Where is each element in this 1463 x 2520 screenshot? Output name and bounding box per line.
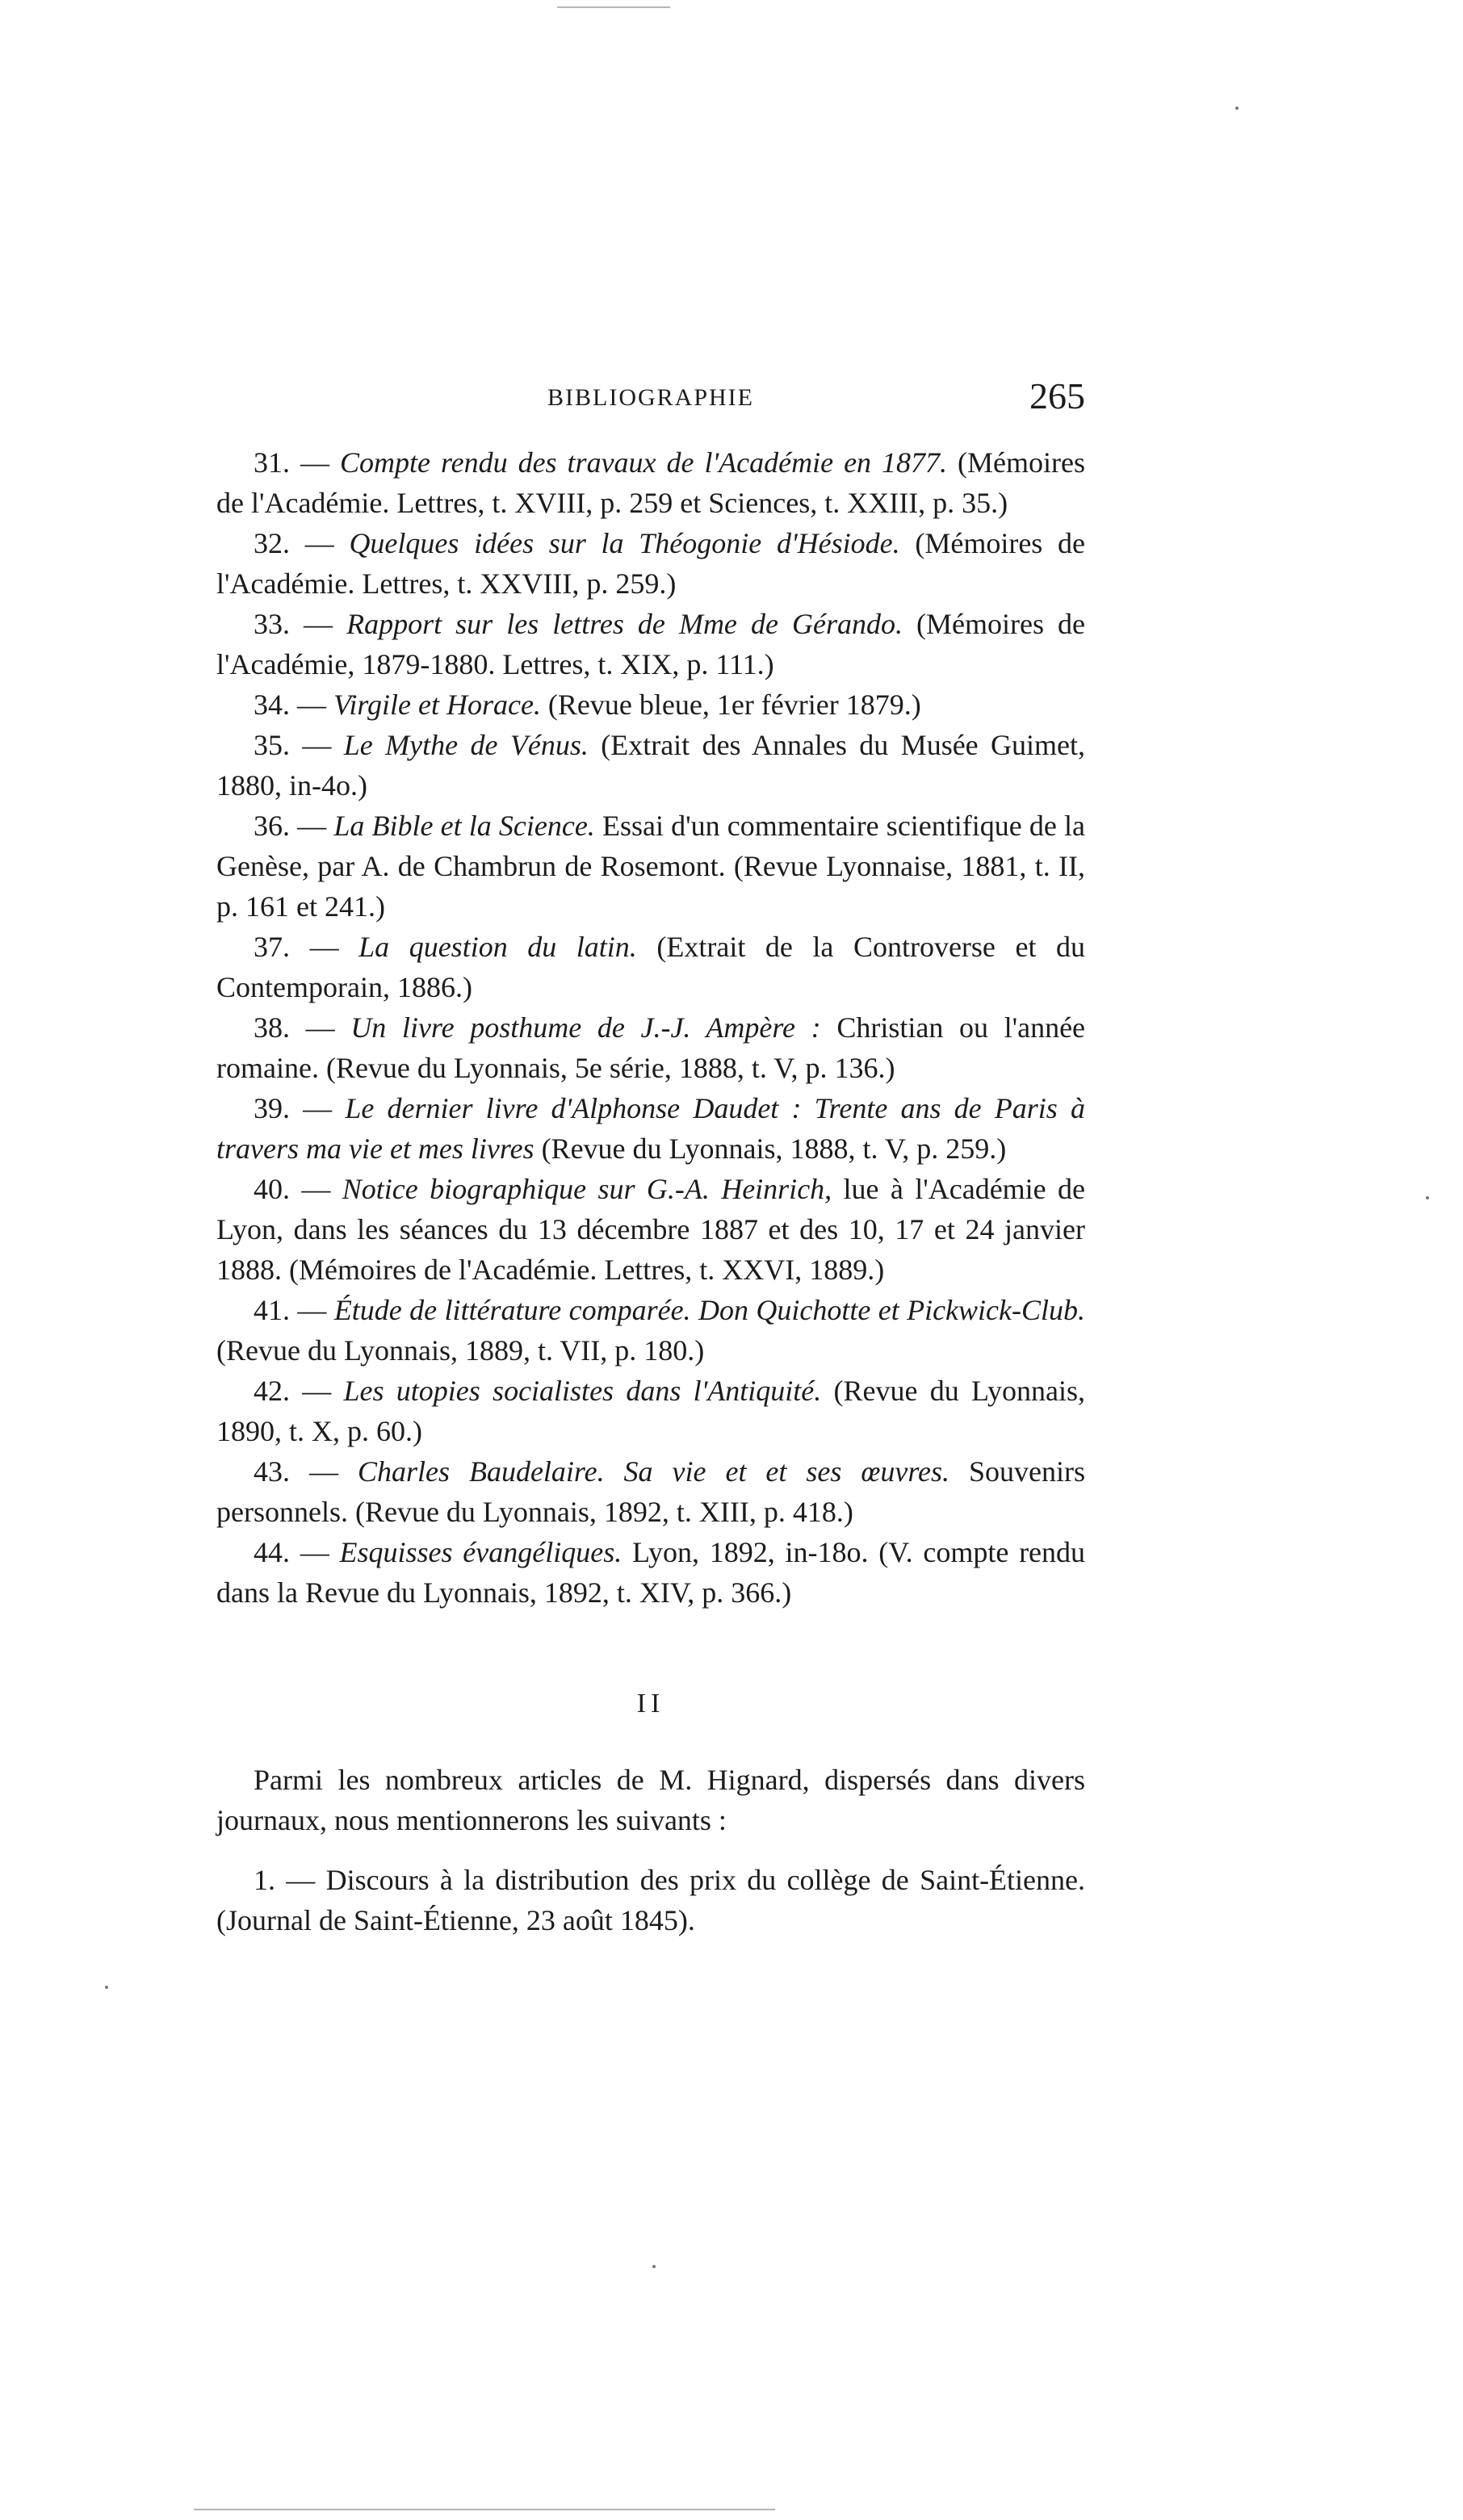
entry-details: (Mémoires de l'Académie. Lettres, t. XVIII, p. 259 et Sciences, t. XXIII, p. 35.) [216, 446, 1085, 519]
entry-details: (Revue bleue, 1er février 1879.) [547, 689, 921, 721]
entry-separator: — [297, 689, 326, 721]
entry-details: Souvenirs personnels. (Revue du Lyonnais, 1892, t. XIII, p. 418.) [216, 1455, 1086, 1528]
entry-number: 32. [254, 527, 290, 559]
entry-number: 36. [254, 810, 290, 842]
bibliography-entry [216, 1169, 1085, 1290]
entry-number: 35. [254, 729, 290, 761]
entry-details: (Revue du Lyonnais, 1889, t. VII, p. 180.) [216, 1334, 705, 1367]
page-header [216, 375, 1085, 428]
bibliography-entry [216, 927, 1085, 1007]
entry-title: Rapport sur les lettres de Mme de Gérando. [346, 608, 903, 640]
running-head: BIBLIOGRAPHIE [547, 384, 754, 411]
entry-title: Virgile et Horace. [333, 689, 541, 721]
entry-details: (Mémoires de l'Académie. Lettres, t. XXVIII, p. 259.) [216, 527, 1086, 600]
entry-title: Esquisses évangéliques. [339, 1536, 623, 1568]
entry-number: 33. [254, 608, 290, 640]
entry-details: Christian ou l'année romaine. (Revue du Lyonnais, 5e série, 1888, t. V, p. 136.) [216, 1011, 1086, 1084]
bibliography-entry [216, 1088, 1085, 1169]
entry-details: (Revue du Lyonnais, 1890, t. X, p. 60.) [216, 1375, 1086, 1447]
entry-details: (Revue du Lyonnais, 1888, t. V, p. 259.) [541, 1132, 1007, 1165]
bibliography-entry [216, 1007, 1085, 1088]
entry-separator: — [302, 1375, 332, 1407]
article-entry [216, 1860, 1085, 1940]
bibliography-entry [216, 725, 1085, 806]
entry-title: Notice biographique sur G.-A. Heinrich, [342, 1173, 832, 1205]
entry-details: Discours à la distribution des prix du collège de Saint-Étienne. (Journal de Saint-Étienne, 23 août 1845). [216, 1864, 1086, 1936]
entry-details: Essai d'un commentaire scientifique de la Genèse, par A. de Chambrun de Rosemont. (Revue Lyonnaise, 1881, t. II, p. 161 et 241.) [216, 810, 1086, 923]
entry-separator: — [301, 1173, 331, 1205]
entry-details: (Extrait de la Controverse et du Contemporain, 1886.) [216, 931, 1085, 1003]
entry-number: 39. [254, 1092, 290, 1124]
entry-separator: — [304, 608, 333, 640]
page-number: 265 [1029, 375, 1085, 417]
scan-speck [1426, 1196, 1429, 1199]
entry-separator: — [302, 729, 332, 761]
entry-number: 37. [254, 931, 290, 963]
entry-separator: — [300, 1536, 329, 1568]
section-intro: Parmi les nombreux articles de M. Hignard, dispersés dans divers journaux, nous mentionnerons les suivants : [216, 1764, 1085, 1836]
bibliography-entry [216, 806, 1085, 927]
entry-details: (Mémoires de l'Académie, 1879-1880. Lettres, t. XIX, p. 111.) [216, 608, 1085, 680]
entry-separator: — [304, 527, 334, 559]
entry-separator: — [286, 1864, 316, 1896]
bibliography-list [216, 442, 1085, 1613]
entry-separator: — [297, 1294, 327, 1326]
bibliography-entry [216, 604, 1085, 684]
section-heading: II [636, 1689, 665, 1718]
bibliography-entry [216, 442, 1085, 523]
entry-separator: — [305, 1011, 335, 1044]
entry-number: 40. [254, 1173, 290, 1205]
entry-title: La Bible et la Science. [333, 810, 595, 842]
entry-separator: — [300, 446, 329, 479]
entry-separator: — [297, 810, 327, 842]
entry-separator: — [309, 931, 339, 963]
entry-number: 41. [254, 1294, 290, 1326]
entry-title: Le Mythe de Vénus. [343, 729, 589, 761]
entry-number: 43. [254, 1455, 290, 1488]
entry-details: Lyon, 1892, in-18o. (V. compte rendu dans la Revue du Lyonnais, 1892, t. XIV, p. 366.) [216, 1536, 1086, 1609]
entry-number: 42. [254, 1375, 290, 1407]
scan-mark-top [557, 6, 670, 8]
entry-title: Quelques idées sur la Théogonie d'Hésiode. [349, 527, 900, 559]
bibliography-entry [216, 1290, 1085, 1371]
entry-title: Étude de littérature comparée. Don Quichotte et Pickwick-Club. [333, 1294, 1086, 1326]
entry-separator: — [308, 1455, 338, 1488]
articles-section [216, 1760, 1085, 1960]
scan-speck [1235, 107, 1239, 110]
bibliography-entry [216, 523, 1085, 604]
entry-number: 1. [254, 1864, 275, 1896]
entry-title: Compte rendu des travaux de l'Académie en 1877. [339, 446, 948, 479]
bibliography-entry [216, 684, 1085, 725]
entry-number: 38. [254, 1011, 290, 1044]
scan-speck [652, 2265, 656, 2268]
scan-mark-bottom [194, 2509, 775, 2510]
bibliography-entry [216, 1532, 1085, 1613]
bibliography-entry [216, 1451, 1085, 1532]
entry-number: 44. [254, 1536, 290, 1568]
bibliography-entry [216, 1371, 1085, 1451]
entry-title: Un livre posthume de J.-J. Ampère : [350, 1011, 821, 1044]
entry-details: lue à l'Académie de Lyon, dans les séances du 13 décembre 1887 et des 10, 17 et 24 janvier 1888. (Mémoires de l'Académie. Lettres, t. XXVI, 1889.) [216, 1173, 1086, 1286]
scan-speck [105, 1986, 108, 1989]
entry-number: 34. [254, 689, 290, 721]
entry-number: 31. [254, 446, 290, 479]
entry-title: Charles Baudelaire. Sa vie et et ses œuvres. [357, 1455, 950, 1488]
entry-details: (Extrait des Annales du Musée Guimet, 1880, in-4o.) [216, 729, 1086, 802]
entry-title: Les utopies socialistes dans l'Antiquité. [343, 1375, 822, 1407]
entry-separator: — [303, 1092, 333, 1124]
entry-title: La question du latin. [358, 931, 637, 963]
entry-title: Le dernier livre d'Alphonse Daudet : Trente ans de Paris à travers ma vie et mes livres [216, 1092, 1085, 1165]
